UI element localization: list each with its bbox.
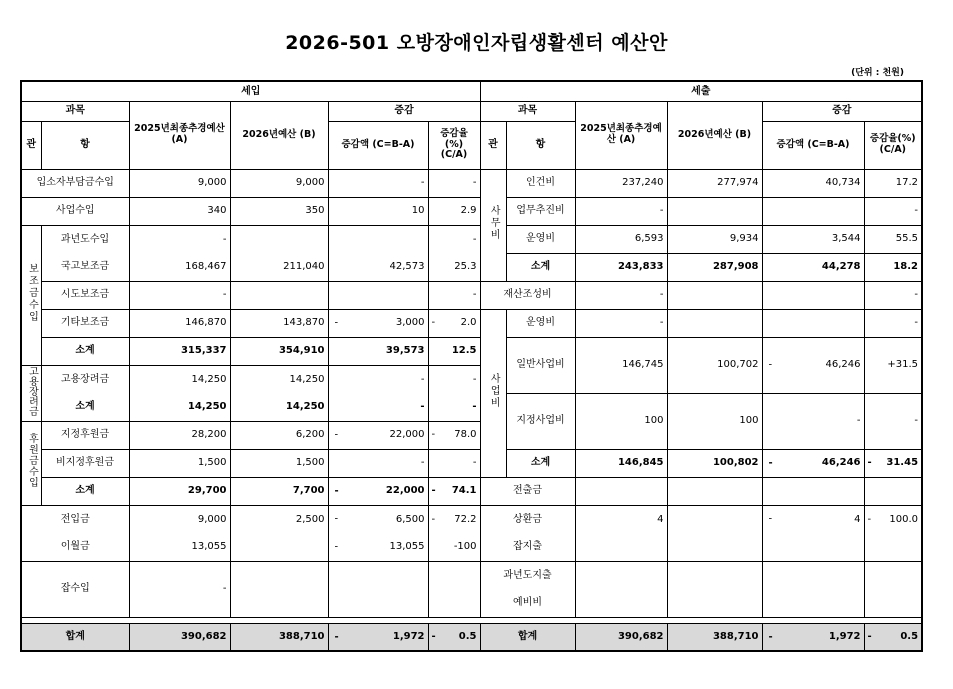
expense-prev: 237,240 — [575, 169, 667, 197]
expense-change: 44,278 — [762, 253, 864, 281]
budget-table — [20, 80, 923, 652]
change-value: 46,246 — [821, 457, 861, 469]
income-label: 잡수입 — [21, 561, 129, 617]
income-rate: -100 — [428, 533, 480, 561]
minus-sign: - — [431, 631, 436, 642]
minus-sign: - — [431, 485, 436, 497]
expense-prev: 6,593 — [575, 225, 667, 253]
expense-new — [667, 197, 762, 225]
income-label: 과년도수입 — [41, 225, 129, 253]
rate-value: 0.5 — [900, 631, 919, 642]
minus-sign: - — [334, 485, 339, 497]
expense-change: 3,544 — [762, 225, 864, 253]
income-change — [328, 533, 428, 561]
expense-new: 100,802 — [667, 449, 762, 477]
income-label: 이월금 — [21, 533, 129, 561]
income-prev: - — [129, 281, 230, 309]
income-prev: 146,870 — [129, 309, 230, 337]
minus-sign: - — [334, 541, 339, 552]
expense-label: 소계 — [506, 253, 575, 281]
income-change: - — [328, 169, 428, 197]
expense-prev: 243,833 — [575, 253, 667, 281]
expense-change: 40,734 — [762, 169, 864, 197]
income-change: 10 — [328, 197, 428, 225]
income-rate: - — [428, 169, 480, 197]
expense-label: 잡지출 — [480, 533, 575, 561]
income-new: 350 — [230, 197, 328, 225]
expense-label: 과년도지출 — [480, 561, 575, 589]
income-change — [328, 421, 428, 449]
income-prev: 13,055 — [129, 533, 230, 561]
minus-sign: - — [334, 631, 339, 642]
rate-value: 72.2 — [454, 513, 477, 525]
expense-total-rate — [864, 623, 922, 651]
income-prev: 14,250 — [129, 365, 230, 393]
rate-value: 0.5 — [458, 631, 477, 642]
income-rate: 25.3 — [428, 253, 480, 281]
expense-new — [667, 561, 762, 617]
minus-sign: - — [867, 631, 872, 642]
employment-group-label: 고용장려금 — [26, 365, 38, 416]
expense-change — [762, 477, 864, 505]
income-total-rate — [428, 623, 480, 651]
subsidy-group-label: 보조금수입 — [26, 262, 38, 323]
donation-group-label: 후원금수입 — [26, 433, 38, 489]
income-prev: 1,500 — [129, 449, 230, 477]
income-change — [328, 225, 428, 253]
expense-prev — [575, 477, 667, 505]
change-value: 1,972 — [392, 631, 425, 642]
income-new: 2,500 — [230, 505, 328, 533]
income-label: 기타보조금 — [41, 309, 129, 337]
expense-total-new: 388,710 — [667, 623, 762, 651]
income-rate: - — [428, 225, 480, 253]
expense-total-change — [762, 623, 864, 651]
income-change — [328, 561, 428, 617]
expense-rate: 18.2 — [864, 253, 922, 281]
expense-new — [667, 281, 762, 309]
income-change — [328, 309, 428, 337]
income-prev: 29,700 — [129, 477, 230, 505]
income-prev: 9,000 — [129, 505, 230, 533]
income-rate: 12.5 — [428, 337, 480, 365]
income-new — [230, 225, 328, 253]
project-group-label: 사업비 — [488, 372, 500, 409]
minus-sign: - — [867, 457, 872, 469]
income-label: 시도보조금 — [41, 281, 129, 309]
minus-sign: - — [334, 317, 339, 329]
income-change-amount-header: 증감액 (C=B-A) — [328, 121, 428, 169]
income-prev: 9,000 — [129, 169, 230, 197]
expense-prev — [575, 561, 667, 617]
expense-label: 운영비 — [506, 225, 575, 253]
income-prev: 14,250 — [129, 393, 230, 421]
income-rate: 2.9 — [428, 197, 480, 225]
expense-new: 100 — [667, 393, 762, 449]
expense-prev-budget-header: 2025년최종추경예산 (A) — [575, 101, 667, 169]
expense-rate — [864, 533, 922, 561]
income-total-new: 388,710 — [230, 623, 328, 651]
minus-sign: - — [768, 457, 773, 469]
expense-change — [762, 197, 864, 225]
income-new — [230, 561, 328, 617]
expense-rate: - — [864, 309, 922, 337]
expense-label: 인건비 — [506, 169, 575, 197]
expense-office-group — [480, 169, 506, 281]
change-value: 6,500 — [395, 513, 425, 525]
minus-sign: - — [768, 631, 773, 642]
change-value: 22,000 — [385, 485, 425, 497]
income-employment-group — [21, 365, 41, 421]
income-donation-group — [21, 421, 41, 505]
change-value: 13,055 — [389, 541, 425, 552]
expense-label: 일반사업비 — [506, 337, 575, 393]
expense-label: 예비비 — [480, 589, 575, 617]
income-label: 소계 — [41, 337, 129, 365]
expense-new — [667, 533, 762, 561]
income-change: - — [328, 393, 428, 421]
expense-label: 상환금 — [480, 505, 575, 533]
expense-change: - — [762, 393, 864, 449]
income-change: - — [328, 365, 428, 393]
change-value: 46,246 — [825, 359, 861, 371]
income-label: 고용장려금 — [41, 365, 129, 393]
minus-sign: - — [867, 513, 872, 525]
minus-sign: - — [768, 359, 773, 371]
change-value: 3,000 — [395, 317, 425, 329]
expense-label: 운영비 — [506, 309, 575, 337]
expense-project-group — [480, 309, 506, 477]
income-prev: 28,200 — [129, 421, 230, 449]
expense-new: 287,908 — [667, 253, 762, 281]
page-title: 2026-501 오방장애인자립생활센터 예산안 — [285, 32, 668, 54]
expense-change-amount-header: 증감액 (C=B-A) — [762, 121, 864, 169]
expense-new — [667, 477, 762, 505]
income-change: - — [328, 449, 428, 477]
change-value: 22,000 — [389, 429, 425, 441]
income-label: 입소자부담금수입 — [21, 169, 129, 197]
income-gwan-header: 관 — [21, 121, 41, 169]
rate-value: 78.0 — [454, 429, 477, 441]
income-rate — [428, 421, 480, 449]
income-change — [328, 477, 428, 505]
income-rate: - — [428, 365, 480, 393]
expense-prev: 146,745 — [575, 337, 667, 393]
expense-rate — [864, 449, 922, 477]
expense-rate — [864, 505, 922, 533]
expense-header: 세출 — [480, 81, 922, 101]
office-group-label: 사무비 — [488, 204, 500, 241]
income-label: 소계 — [41, 477, 129, 505]
minus-sign: - — [431, 317, 436, 329]
income-label: 국고보조금 — [41, 253, 129, 281]
expense-hang-header: 항 — [506, 121, 575, 169]
income-new: 6,200 — [230, 421, 328, 449]
expense-rate: 55.5 — [864, 225, 922, 253]
expense-new: 9,934 — [667, 225, 762, 253]
income-prev: - — [129, 561, 230, 617]
minus-sign: - — [768, 513, 773, 525]
expense-new — [667, 309, 762, 337]
income-new — [230, 533, 328, 561]
unit-note: (단위 : 천원) — [851, 68, 904, 78]
expense-new: 277,974 — [667, 169, 762, 197]
income-new: 14,250 — [230, 365, 328, 393]
income-label: 소계 — [41, 393, 129, 421]
minus-sign: - — [334, 429, 339, 441]
income-new-budget-header: 2026년예산 (B) — [230, 101, 328, 169]
income-header: 세입 — [21, 81, 480, 101]
minus-sign: - — [334, 513, 339, 525]
income-prev: 168,467 — [129, 253, 230, 281]
income-new: 143,870 — [230, 309, 328, 337]
expense-prev: - — [575, 309, 667, 337]
income-rate: - — [428, 449, 480, 477]
income-change: 39,573 — [328, 337, 428, 365]
income-rate — [428, 477, 480, 505]
income-new: 9,000 — [230, 169, 328, 197]
income-label: 지정후원금 — [41, 421, 129, 449]
expense-total-prev: 390,682 — [575, 623, 667, 651]
change-value: 1,972 — [828, 631, 861, 642]
expense-rate — [864, 561, 922, 617]
income-rate — [428, 309, 480, 337]
income-label: 비지정후원금 — [41, 449, 129, 477]
expense-label: 소계 — [506, 449, 575, 477]
expense-prev: 4 — [575, 505, 667, 533]
expense-prev: 146,845 — [575, 449, 667, 477]
expense-prev: - — [575, 281, 667, 309]
income-subsidy-group — [21, 225, 41, 365]
income-prev: - — [129, 225, 230, 253]
expense-total-label: 합계 — [480, 623, 575, 651]
expense-label: 지정사업비 — [506, 393, 575, 449]
minus-sign: - — [431, 429, 436, 441]
income-rate — [428, 561, 480, 617]
expense-rate: 17.2 — [864, 169, 922, 197]
expense-label: 전출금 — [480, 477, 575, 505]
income-change-header: 증감 — [328, 101, 480, 121]
income-label: 전입금 — [21, 505, 129, 533]
rate-value: 100.0 — [889, 513, 919, 525]
income-rate — [428, 505, 480, 533]
expense-prev: - — [575, 197, 667, 225]
income-category-header: 과목 — [21, 101, 129, 121]
expense-change — [762, 561, 864, 617]
expense-label: 업무추진비 — [506, 197, 575, 225]
income-change — [328, 505, 428, 533]
income-new: 1,500 — [230, 449, 328, 477]
expense-new: 100,702 — [667, 337, 762, 393]
expense-rate: - — [864, 281, 922, 309]
income-new: 14,250 — [230, 393, 328, 421]
income-change-rate-header: 증감율(%) (C/A) — [428, 121, 480, 169]
income-rate: - — [428, 393, 480, 421]
expense-change — [762, 533, 864, 561]
expense-change — [762, 505, 864, 533]
expense-gwan-header: 관 — [480, 121, 506, 169]
income-total-prev: 390,682 — [129, 623, 230, 651]
expense-new-budget-header: 2026년예산 (B) — [667, 101, 762, 169]
expense-change-rate-header: 증감율(%) (C/A) — [864, 121, 922, 169]
expense-label: 재산조성비 — [480, 281, 575, 309]
rate-value: 74.1 — [451, 485, 477, 497]
income-prev: 315,337 — [129, 337, 230, 365]
income-new: 354,910 — [230, 337, 328, 365]
income-rate: - — [428, 281, 480, 309]
income-hang-header: 항 — [41, 121, 129, 169]
expense-change — [762, 309, 864, 337]
income-label: 사업수입 — [21, 197, 129, 225]
income-prev-budget-header: 2025년최종추경예산 (A) — [129, 101, 230, 169]
change-value: 4 — [854, 513, 861, 525]
income-total-label: 합계 — [21, 623, 129, 651]
income-change: 42,573 — [328, 253, 428, 281]
income-new — [230, 281, 328, 309]
rate-value: 2.0 — [460, 317, 477, 329]
income-prev: 340 — [129, 197, 230, 225]
income-change — [328, 281, 428, 309]
expense-change — [762, 449, 864, 477]
income-new: 211,040 — [230, 253, 328, 281]
expense-rate: - — [864, 197, 922, 225]
expense-change — [762, 281, 864, 309]
income-total-change — [328, 623, 428, 651]
minus-sign: - — [431, 513, 436, 525]
rate-value: 31.45 — [886, 457, 919, 469]
income-new: 7,700 — [230, 477, 328, 505]
expense-prev: 100 — [575, 393, 667, 449]
expense-category-header: 과목 — [480, 101, 575, 121]
expense-rate: - — [864, 393, 922, 449]
expense-change-header: 증감 — [762, 101, 922, 121]
expense-prev — [575, 533, 667, 561]
expense-new — [667, 505, 762, 533]
expense-rate — [864, 477, 922, 505]
expense-rate: +31.5 — [864, 337, 922, 393]
expense-change — [762, 337, 864, 393]
